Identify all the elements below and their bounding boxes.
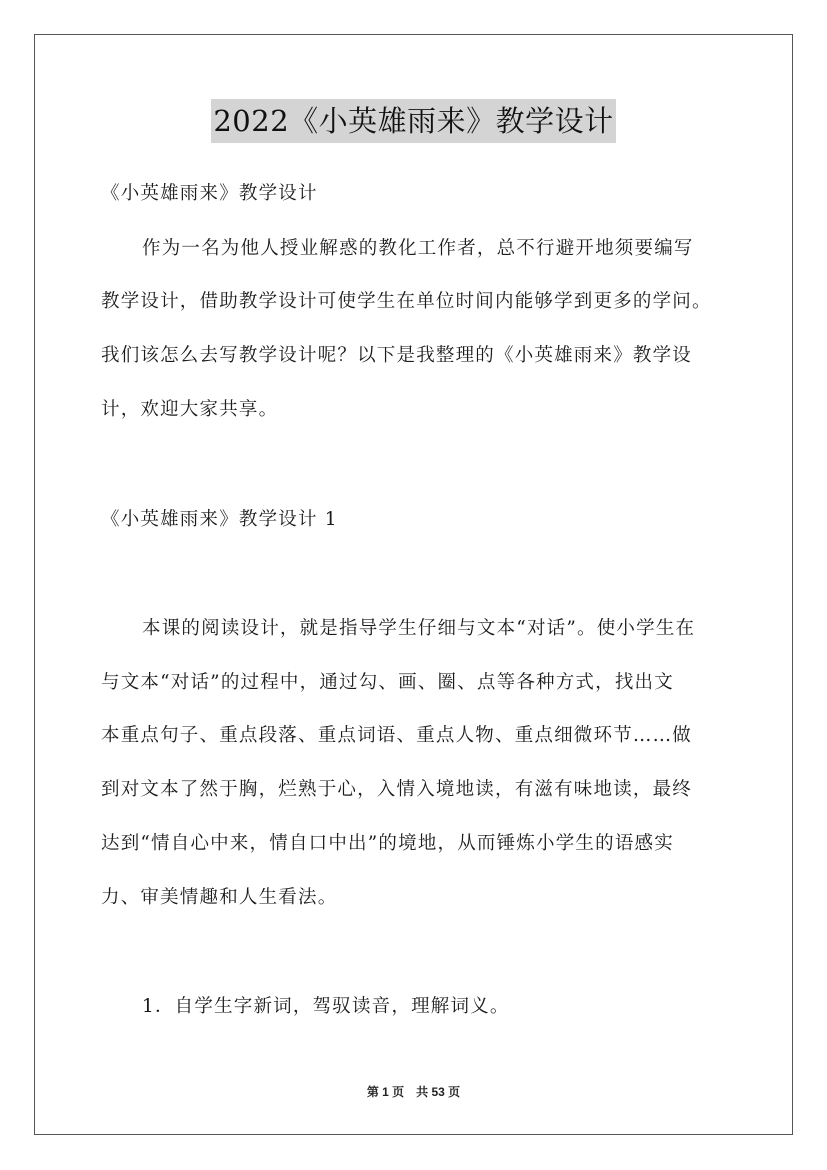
intro-paragraph-line: 作为一名为他人授业解惑的教化工作者，总不行避开地须要编写 [142, 238, 694, 259]
body-paragraph-line: 本课的阅读设计，就是指导学生仔细与文本“对话”。使小学生在 [142, 618, 696, 639]
document-subtitle: 《小英雄雨来》教学设计 [101, 183, 318, 204]
body-paragraph-line: 与文本“对话”的过程中，通过勾、画、圈、点等各种方式，找出文 [101, 672, 674, 693]
body-paragraph-line: 到对文本了然于胸，烂熟于心，入情入境地读，有滋有味地读，最终 [101, 779, 693, 800]
section-heading: 《小英雄雨来》教学设计 1 [101, 509, 338, 530]
page-footer [0, 1083, 827, 1101]
title-container [0, 99, 827, 143]
page-number: 第 1 页 [366, 1085, 405, 1099]
list-item: 1．自学生字新词，驾驭读音，理解词义。 [142, 996, 510, 1017]
intro-paragraph-line: 我们该怎么去写教学设计呢？以下是我整理的《小英雄雨来》教学设 [101, 345, 693, 366]
page-total: 共 53 页 [416, 1085, 461, 1099]
document-title: 2022《小英雄雨来》教学设计 [211, 99, 615, 143]
body-paragraph-line: 力、审美情趣和人生看法。 [101, 887, 338, 908]
intro-paragraph-line: 计，欢迎大家共享。 [101, 399, 279, 420]
body-paragraph-line: 达到“情自心中来，情自口中出”的境地，从而锤炼小学生的语感实 [101, 833, 674, 854]
intro-paragraph-line: 教学设计，借助教学设计可使学生在单位时间内能够学到更多的学问。 [101, 291, 712, 312]
body-paragraph-line: 本重点句子、重点段落、重点词语、重点人物、重点细微环节……做 [101, 725, 693, 746]
